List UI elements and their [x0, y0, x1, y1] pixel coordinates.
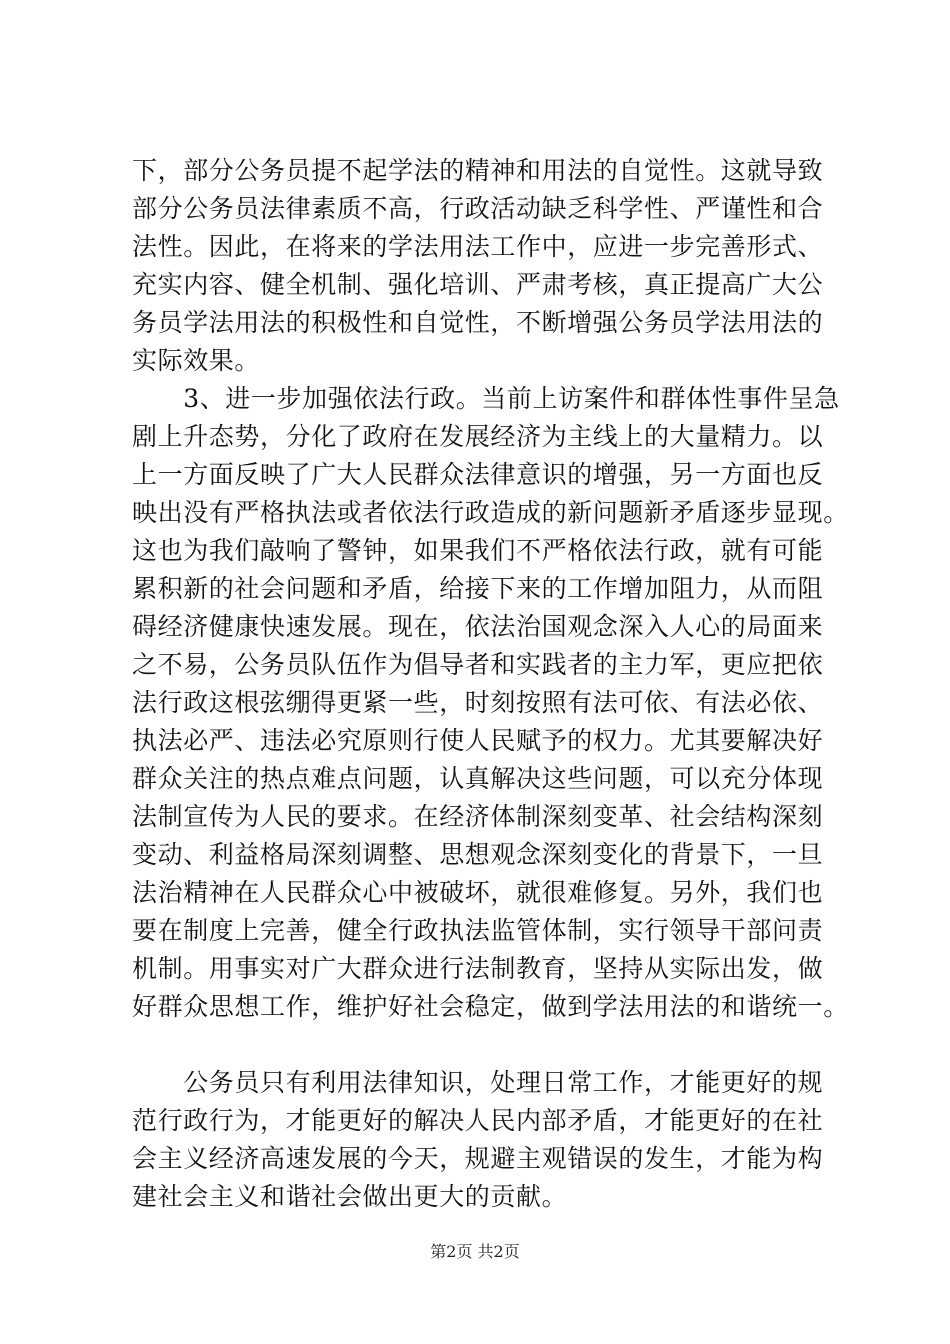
page-footer: 第2页 共2页: [430, 1242, 520, 1261]
text-line: 剧上升态势，分化了政府在发展经济为主线上的大量精力。以: [132, 422, 824, 451]
text-line: 映出没有严格执法或者依法行政造成的新问题新矛盾逐步显现。: [132, 498, 849, 527]
text-line: 这也为我们敲响了警钟，如果我们不严格依法行政，就有可能: [132, 536, 824, 565]
text-line: 3、进一步加强依法行政。当前上访案件和群体性事件呈急: [132, 384, 840, 413]
text-line: 累积新的社会问题和矛盾，给接下来的工作增加阻力，从而阻: [132, 574, 824, 603]
text-line: 充实内容、健全机制、强化培训、严肃考核，真正提高广大公: [132, 270, 824, 299]
text-line: 机制。用事实对广大群众进行法制教育，坚持从实际出发，做: [132, 954, 824, 983]
text-line: 法性。因此，在将来的学法用法工作中，应进一步完善形式、: [132, 232, 824, 261]
text-line: 公务员只有利用法律知识，处理日常工作，才能更好的规: [132, 1068, 824, 1097]
text-line: 下，部分公务员提不起学法的精神和用法的自觉性。这就导致: [132, 156, 824, 185]
text-line: 建社会主义和谐社会做出更大的贡献。: [132, 1182, 568, 1211]
text-line: 范行政行为，才能更好的解决人民内部矛盾，才能更好的在社: [132, 1106, 824, 1135]
text-line: 碍经济健康快速发展。现在，依法治国观念深入人心的局面来: [132, 612, 824, 641]
text-line: 实际效果。: [132, 346, 261, 375]
text-line: 法制宣传为人民的要求。在经济体制深刻变革、社会结构深刻: [132, 802, 824, 831]
text-line: 务员学法用法的积极性和自觉性，不断增强公务员学法用法的: [132, 308, 824, 337]
text-line: 好群众思想工作，维护好社会稳定，做到学法用法的和谐统一。: [132, 992, 849, 1021]
text-line: 执法必严、违法必究原则行使人民赋予的权力。尤其要解决好: [132, 726, 824, 755]
paragraph-gap: [132, 1026, 852, 1064]
text-line: 群众关注的热点难点问题，认真解决这些问题，可以充分体现: [132, 764, 824, 793]
text-line: 上一方面反映了广大人民群众法律意识的增强，另一方面也反: [132, 460, 824, 489]
text-line: 法行政这根弦绷得更紧一些，时刻按照有法可依、有法必依、: [132, 688, 824, 717]
text-line: 要在制度上完善，健全行政执法监管体制，实行领导干部问责: [132, 916, 824, 945]
text-line: 之不易，公务员队伍作为倡导者和实践者的主力军，更应把依: [132, 650, 824, 679]
text-line: 会主义经济高速发展的今天，规避主观错误的发生，才能为构: [132, 1144, 824, 1173]
body-text: [132, 152, 852, 1216]
text-line: 变动、利益格局深刻调整、思想观念深刻变化的背景下，一旦: [132, 840, 824, 869]
text-line: 部分公务员法律素质不高，行政活动缺乏科学性、严谨性和合: [132, 194, 824, 223]
text-line: 法治精神在人民群众心中被破坏，就很难修复。另外，我们也: [132, 878, 824, 907]
